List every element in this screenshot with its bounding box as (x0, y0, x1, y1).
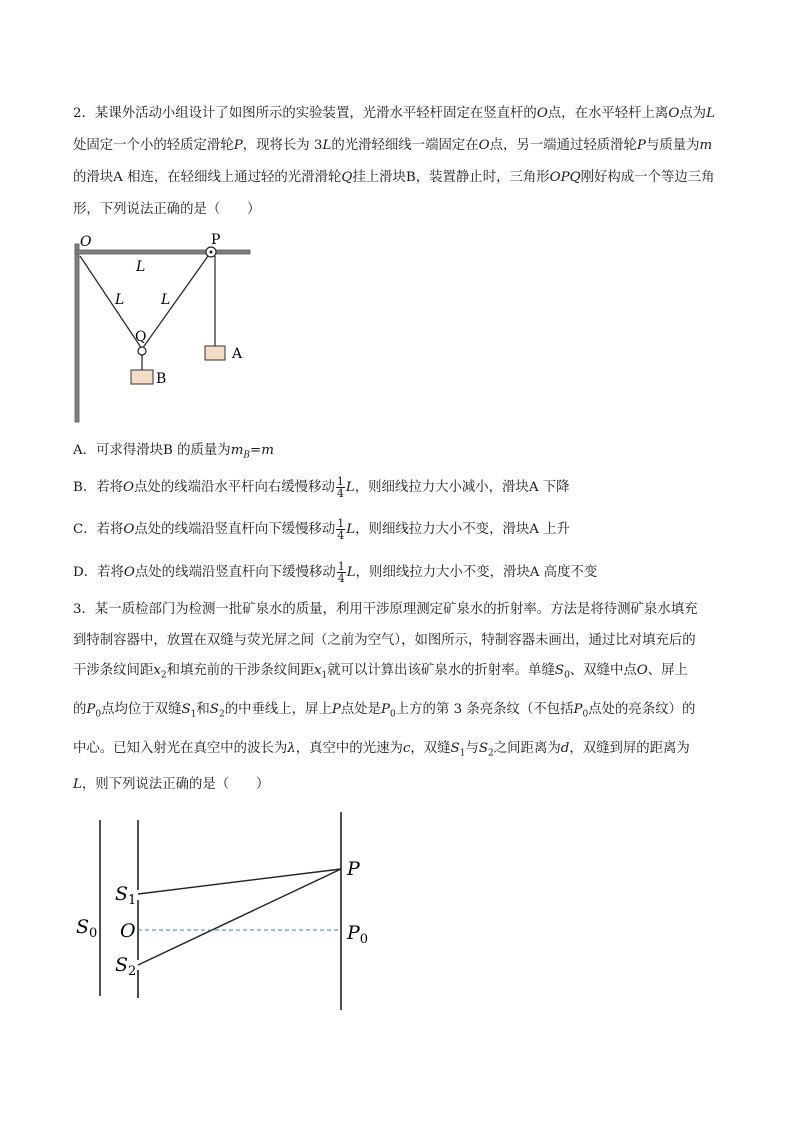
option-a[interactable] (73, 441, 274, 466)
ray-S1-P (138, 869, 341, 894)
var-P: P (331, 702, 341, 718)
var-L: L (345, 480, 355, 495)
var-O: O (536, 106, 548, 121)
q2-stem-text: 处固定一个小的轻质定滑轮 (73, 138, 234, 153)
pulley-P-axle (210, 251, 213, 254)
label-S0: $S_0$ (76, 916, 98, 941)
option-c-text: ，则细线拉力大小不变，滑块A 上升 (355, 522, 570, 537)
label-O: O (80, 234, 92, 250)
var-P: P (636, 138, 646, 153)
var-P: P (86, 702, 96, 718)
var-m: m (230, 443, 244, 458)
q3-line-1: 3．某一质检部门为检测一批矿泉水的质量，利用干涉原理测定矿泉水的折射率。方法是将待测矿泉水填充 (73, 602, 698, 617)
option-a-text: A．可求得滑块B 的质量为 (73, 443, 231, 458)
var-c: c (402, 741, 411, 757)
block-B (131, 370, 153, 384)
label-B: B (156, 371, 167, 387)
option-b[interactable] (73, 476, 570, 499)
ray-S2-P (138, 869, 341, 965)
var-O: O (668, 106, 680, 121)
var-S: S (209, 702, 219, 718)
q2-stem-text: 点为 (679, 106, 707, 121)
q2-stem-text: 刚好构成一个等边三角形，下列说法正确的是（ ） (73, 170, 715, 217)
string-OQ (80, 256, 142, 349)
var-S: S (181, 702, 191, 718)
var-O: O (123, 522, 135, 537)
var-L: L (346, 522, 356, 537)
label-S2: $S_2$ (115, 954, 137, 979)
var-lambda: λ (287, 741, 296, 757)
string-QP (142, 256, 208, 349)
q2-stem-text: 2．某课外活动小组设计了如图所示的实验装置，光滑水平轻杆固定在竖直杆的 (73, 106, 537, 121)
block-A (205, 346, 225, 360)
var-P: P (233, 138, 243, 153)
option-c[interactable] (73, 518, 570, 541)
var-L: L (346, 565, 356, 580)
var-S: S (450, 741, 460, 757)
var-P: P (573, 702, 583, 718)
var-O: O (123, 480, 134, 495)
q2-stem-text: 与质量为 (645, 138, 700, 153)
option-d-text: ，则细线拉力大小不变，滑块A 高度不变 (355, 565, 598, 580)
horizontal-rod (75, 250, 250, 254)
var-S: S (554, 663, 565, 678)
fraction-one-quarter: $\frac{1}{4}$ (337, 560, 345, 585)
label-P: P (347, 858, 360, 880)
option-c-text: C．若将 (73, 522, 124, 537)
label-L-right: L (161, 292, 171, 308)
var-OPQ: OPQ (549, 170, 581, 185)
var-m: m (699, 138, 713, 153)
q2-stem-text: 点，在水平轻杆上离 (547, 106, 669, 121)
option-b-text: ，则细线拉力大小减小，滑块A 下降 (354, 480, 570, 495)
label-Q: Q (135, 329, 147, 345)
option-c-text: 点处的线端沿竖直杆向下缓慢移动 (134, 522, 336, 537)
var-L: L (322, 138, 332, 153)
pulley-Q (138, 347, 146, 355)
var-eq-m: =m (250, 443, 274, 458)
label-P0: $P_0$ (347, 922, 369, 947)
label-P: P (211, 232, 221, 248)
option-d[interactable] (73, 561, 597, 584)
q2-stem-text: 挂上滑块B，装置静止时，三角形 (352, 170, 550, 185)
var-O: O (478, 138, 490, 153)
label-L-left: L (115, 292, 125, 308)
label-S1: $S_1$ (115, 883, 137, 908)
var-x: x (153, 663, 161, 678)
q2-stem (73, 98, 723, 226)
option-b-text: 点处的线端沿水平杆向右缓慢移动 (134, 480, 335, 495)
q2-pulley-figure (70, 228, 260, 428)
var-O: O (636, 663, 648, 678)
var-d: d (560, 741, 570, 757)
q3-line-5: 中心。已知入射光在真空中的波长为λ，真空中的光速为c，双缝$S_1$与$S_2$之间距离为d，双缝到屏的距离为 (73, 741, 690, 760)
q2-stem-text: 的滑块A 相连，在轻细线上通过轻的光滑滑轮 (73, 170, 342, 185)
var-P: P (381, 702, 391, 718)
q2-stem-text: 的光滑轻细线一端固定在 (331, 138, 479, 153)
fraction-one-quarter: $\frac{1}{4}$ (337, 517, 345, 542)
q3-line-3: 干涉条纹间距$x_2$和填充前的干涉条纹间距$x_1$就可以计算出该矿泉水的折射率。单缝$S_0$、双缝中点O、屏上 (73, 663, 688, 681)
option-d-text: D．若将 (73, 565, 124, 580)
sub-B: B (243, 450, 251, 461)
var-O: O (123, 565, 135, 580)
q2-stem-text: ，现将长为 3 (242, 138, 323, 153)
label-L-top: L (136, 259, 146, 275)
q3-stem (73, 595, 723, 800)
q3-line-4: 的$P_0$点均位于双缝$S_1$和$S_2$的中垂线上，屏上P点处是$P_0$上方的第 3 条亮条纹（不包括$P_0$点处的亮条纹）的 (73, 702, 696, 720)
vertical-rod (75, 244, 79, 422)
var-x: x (313, 663, 322, 678)
var-S: S (478, 741, 489, 757)
q3-double-slit-figure (70, 808, 390, 1018)
q3-line-6: L，则下列说法正确的是（ ） (73, 776, 270, 792)
option-d-text: 点处的线端沿竖直杆向下缓慢移动 (134, 565, 336, 580)
label-O: O (120, 920, 136, 942)
fraction-one-quarter: $\frac{1}{4}$ (336, 475, 344, 500)
var-Q: Q (341, 170, 353, 185)
q2-stem-text: 点，另一端通过轻质滑轮 (489, 138, 637, 153)
var-L: L (706, 106, 715, 121)
option-b-text: B．若将 (73, 480, 124, 495)
var-L: L (73, 776, 82, 792)
label-A: A (232, 346, 243, 362)
q3-line-2: 到特制容器中，放置在双缝与荧光屏之间（之前为空气），如图所示，特制容器未画出，通过比对填充后的 (73, 632, 696, 648)
